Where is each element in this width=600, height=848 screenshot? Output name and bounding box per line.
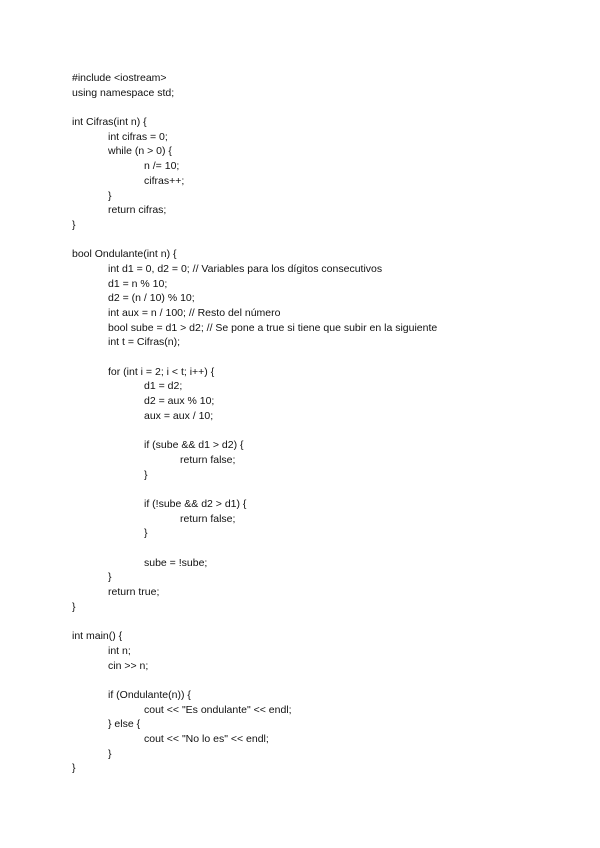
code-line: cout << "Es ondulante" << endl; <box>144 703 292 716</box>
code-line: cifras++; <box>144 174 185 187</box>
code-line: } <box>72 600 76 613</box>
code-line: d2 = aux % 10; <box>144 395 215 408</box>
code-listing <box>72 71 572 776</box>
code-line: cout << "No lo es" << endl; <box>144 732 269 745</box>
code-line: using namespace std; <box>72 86 175 99</box>
code-line: return false; <box>180 453 236 466</box>
code-line <box>72 673 572 688</box>
code-line <box>72 541 572 556</box>
code-line: cin >> n; <box>108 659 149 672</box>
code-line <box>72 233 572 248</box>
code-line <box>72 100 572 115</box>
code-line: n /= 10; <box>144 160 180 173</box>
code-line: sube = !sube; <box>144 556 208 569</box>
code-line: if (sube && d1 > d2) { <box>144 439 244 452</box>
code-line: } <box>72 762 76 775</box>
code-line: while (n > 0) { <box>108 145 172 158</box>
code-line: int cifras = 0; <box>108 130 168 143</box>
code-line: if (!sube && d2 > d1) { <box>144 497 247 510</box>
code-line: return false; <box>180 512 236 525</box>
code-line: #include <iostream> <box>72 72 167 84</box>
code-line <box>72 614 572 629</box>
code-line: } <box>108 189 112 202</box>
code-line: int n; <box>108 644 131 657</box>
code-line: } <box>144 527 148 540</box>
code-line: bool sube = d1 > d2; // Se pone a true si tiene que subir en la siguiente <box>108 321 438 334</box>
code-line: if (Ondulante(n)) { <box>108 688 191 701</box>
code-line <box>72 424 572 439</box>
code-line: } <box>144 468 148 481</box>
code-line: d1 = n % 10; <box>108 277 168 290</box>
code-line: int aux = n / 100; // Resto del número <box>108 307 281 319</box>
code-line: int main() { <box>72 630 123 643</box>
code-line <box>72 482 572 497</box>
code-line: } <box>72 218 76 231</box>
code-line: } <box>108 571 112 584</box>
code-line: int d1 = 0, d2 = 0; // Variables para los dígitos consecutivos <box>108 262 383 275</box>
code-line: } <box>108 747 112 760</box>
code-line: bool Ondulante(int n) { <box>72 248 177 261</box>
code-line: int t = Cifras(n); <box>108 336 181 349</box>
code-line: d2 = (n / 10) % 10; <box>108 292 195 305</box>
code-line: return cifras; <box>108 204 167 217</box>
code-line: for (int i = 2; i < t; i++) { <box>108 365 215 378</box>
code-line: d1 = d2; <box>144 380 183 393</box>
code-line: } else { <box>108 718 141 731</box>
code-line: return true; <box>108 586 160 599</box>
code-line <box>72 350 572 365</box>
code-line: int Cifras(int n) { <box>72 116 147 129</box>
code-line: aux = aux / 10; <box>144 409 214 422</box>
